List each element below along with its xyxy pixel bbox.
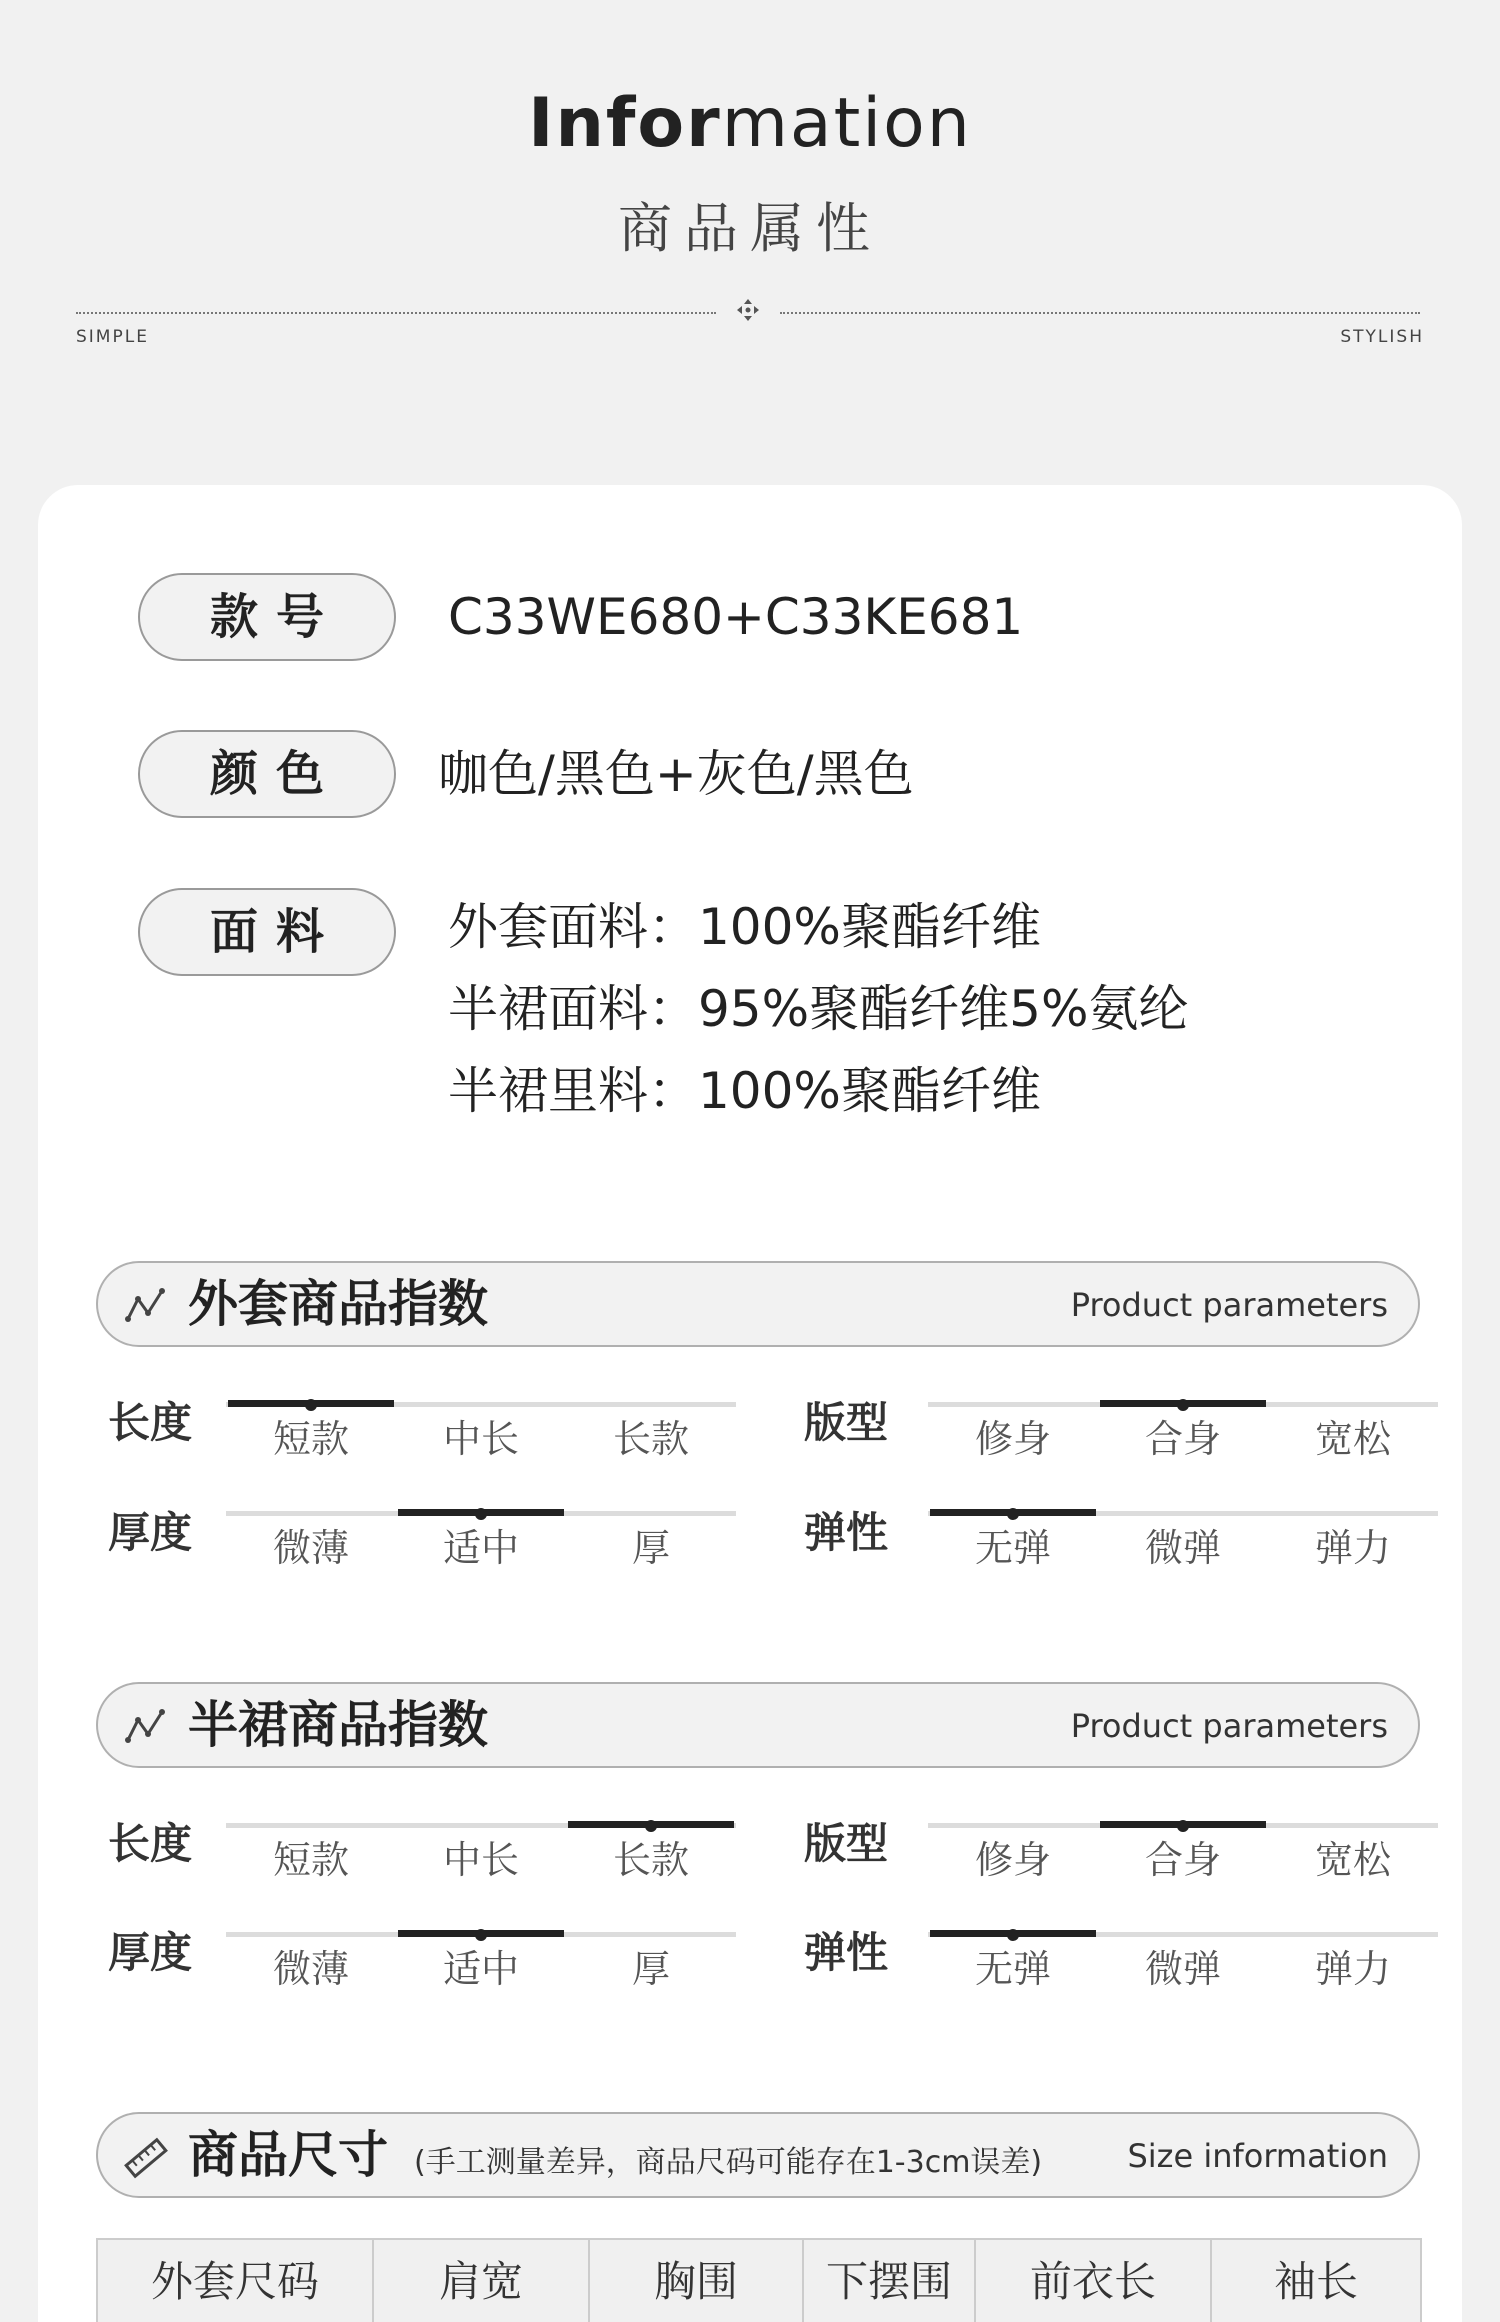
scale-option: 合身: [1144, 1417, 1221, 1461]
scale-option: 弹力: [1314, 1947, 1391, 1991]
scale-option: 宽松: [1314, 1838, 1391, 1882]
scale-option: 长款: [612, 1417, 689, 1461]
skirt-thickness-label: 厚度: [108, 1928, 193, 1977]
jacket-length-scale: [226, 1402, 736, 1472]
trend-line-icon: [124, 1285, 168, 1325]
scale-selected-dot: [1007, 1929, 1019, 1941]
scale-option: 适中: [442, 1526, 519, 1570]
skirt-fit-label: 版型: [804, 1819, 889, 1868]
scale-selected-dot: [305, 1399, 317, 1411]
jacket-index-bar: [96, 1261, 1420, 1347]
model-value: C33WE680+C33KE681: [448, 588, 1024, 646]
jacket-thickness-label: 厚度: [108, 1508, 193, 1557]
scale-option: 合身: [1144, 1838, 1221, 1882]
size-header-cell: 胸围: [590, 2240, 804, 2322]
cross-arrows-icon: [735, 297, 761, 323]
tag-stylish: STYLISH: [1340, 327, 1424, 347]
scale-selected-dot: [475, 1929, 487, 1941]
skirt-index-en: Product parameters: [1070, 1707, 1388, 1745]
scale-selected-dot: [1177, 1820, 1189, 1832]
jacket-thickness-scale: [226, 1511, 736, 1581]
scale-option: 短款: [272, 1838, 349, 1882]
fabric-label: 面料: [138, 888, 396, 976]
scale-option: 修身: [974, 1417, 1051, 1461]
size-header-cell: 前衣长: [976, 2240, 1212, 2322]
scale-option: 短款: [272, 1417, 349, 1461]
title-bold: Infor: [528, 84, 722, 163]
scale-option: 长款: [612, 1838, 689, 1882]
divider-left: [76, 312, 716, 314]
tag-simple: SIMPLE: [76, 327, 149, 347]
fabric-line-1: 外套面料：100%聚酯纤维: [448, 898, 1041, 956]
scale-option: 厚: [631, 1947, 670, 1991]
color-label: 颜色: [138, 730, 396, 818]
skirt-length-label: 长度: [108, 1819, 193, 1868]
page-title: [0, 84, 1500, 164]
size-header-cell: 肩宽: [374, 2240, 590, 2322]
color-value: 咖色/黑色+灰色/黑色: [438, 745, 914, 803]
scale-option: 无弹: [974, 1947, 1051, 1991]
scale-option: 适中: [442, 1947, 519, 1991]
jacket-length-label: 长度: [108, 1398, 193, 1447]
size-header-cell: 外套尺码: [98, 2240, 374, 2322]
scale-selected-dot: [1177, 1399, 1189, 1411]
skirt-index-title: 半裙商品指数: [188, 1696, 488, 1754]
scale-option: 弹力: [1314, 1526, 1391, 1570]
scale-selected-dot: [1007, 1508, 1019, 1520]
skirt-elasticity-scale: [928, 1932, 1438, 2002]
size-header-cell: 袖长: [1273, 2257, 1358, 2306]
scale-option: 微弹: [1144, 1526, 1221, 1570]
scale-option: 厚: [631, 1526, 670, 1570]
fabric-line-2: 半裙面料：95%聚酯纤维5%氨纶: [448, 980, 1189, 1038]
size-header-cell: 下摆围: [804, 2240, 976, 2322]
model-label: 款号: [138, 573, 396, 661]
scale-option: 无弹: [974, 1526, 1051, 1570]
skirt-thickness-scale: [226, 1932, 736, 2002]
size-table-header: [96, 2238, 1422, 2322]
page-subtitle: 商品属性: [618, 197, 882, 260]
ruler-icon: [124, 2136, 168, 2176]
title-light: mation: [721, 84, 972, 163]
scale-selected-dot: [475, 1508, 487, 1520]
scale-selected-dot: [645, 1820, 657, 1832]
skirt-length-scale: [226, 1823, 736, 1893]
scale-option: 中长: [442, 1417, 519, 1461]
fabric-line-3: 半裙里料：100%聚酯纤维: [448, 1062, 1041, 1120]
size-info-title: [188, 2124, 1042, 2194]
jacket-index-en: Product parameters: [1070, 1286, 1388, 1324]
scale-option: 中长: [442, 1838, 519, 1882]
scale-option: 宽松: [1314, 1417, 1391, 1461]
scale-option: 微弹: [1144, 1947, 1221, 1991]
jacket-fit-label: 版型: [804, 1398, 889, 1447]
skirt-fit-scale: [928, 1823, 1438, 1893]
scale-option: 修身: [974, 1838, 1051, 1882]
size-info-en: Size information: [1127, 2137, 1388, 2175]
jacket-index-title: 外套商品指数: [188, 1275, 488, 1333]
skirt-index-bar: [96, 1682, 1420, 1768]
jacket-elasticity-scale: [928, 1511, 1438, 1581]
jacket-elasticity-label: 弹性: [804, 1508, 889, 1557]
scale-option: 微薄: [272, 1947, 349, 1991]
size-info-note: (手工测量差异，商品尺码可能存在1-3cm误差): [414, 2145, 1043, 2180]
size-info-bar: [96, 2112, 1420, 2198]
size-info-title-text: 商品尺寸: [188, 2126, 388, 2184]
jacket-fit-scale: [928, 1402, 1438, 1472]
trend-line-icon: [124, 1706, 168, 1746]
divider-right: [780, 312, 1420, 314]
scale-option: 微薄: [272, 1526, 349, 1570]
skirt-elasticity-label: 弹性: [804, 1928, 889, 1977]
